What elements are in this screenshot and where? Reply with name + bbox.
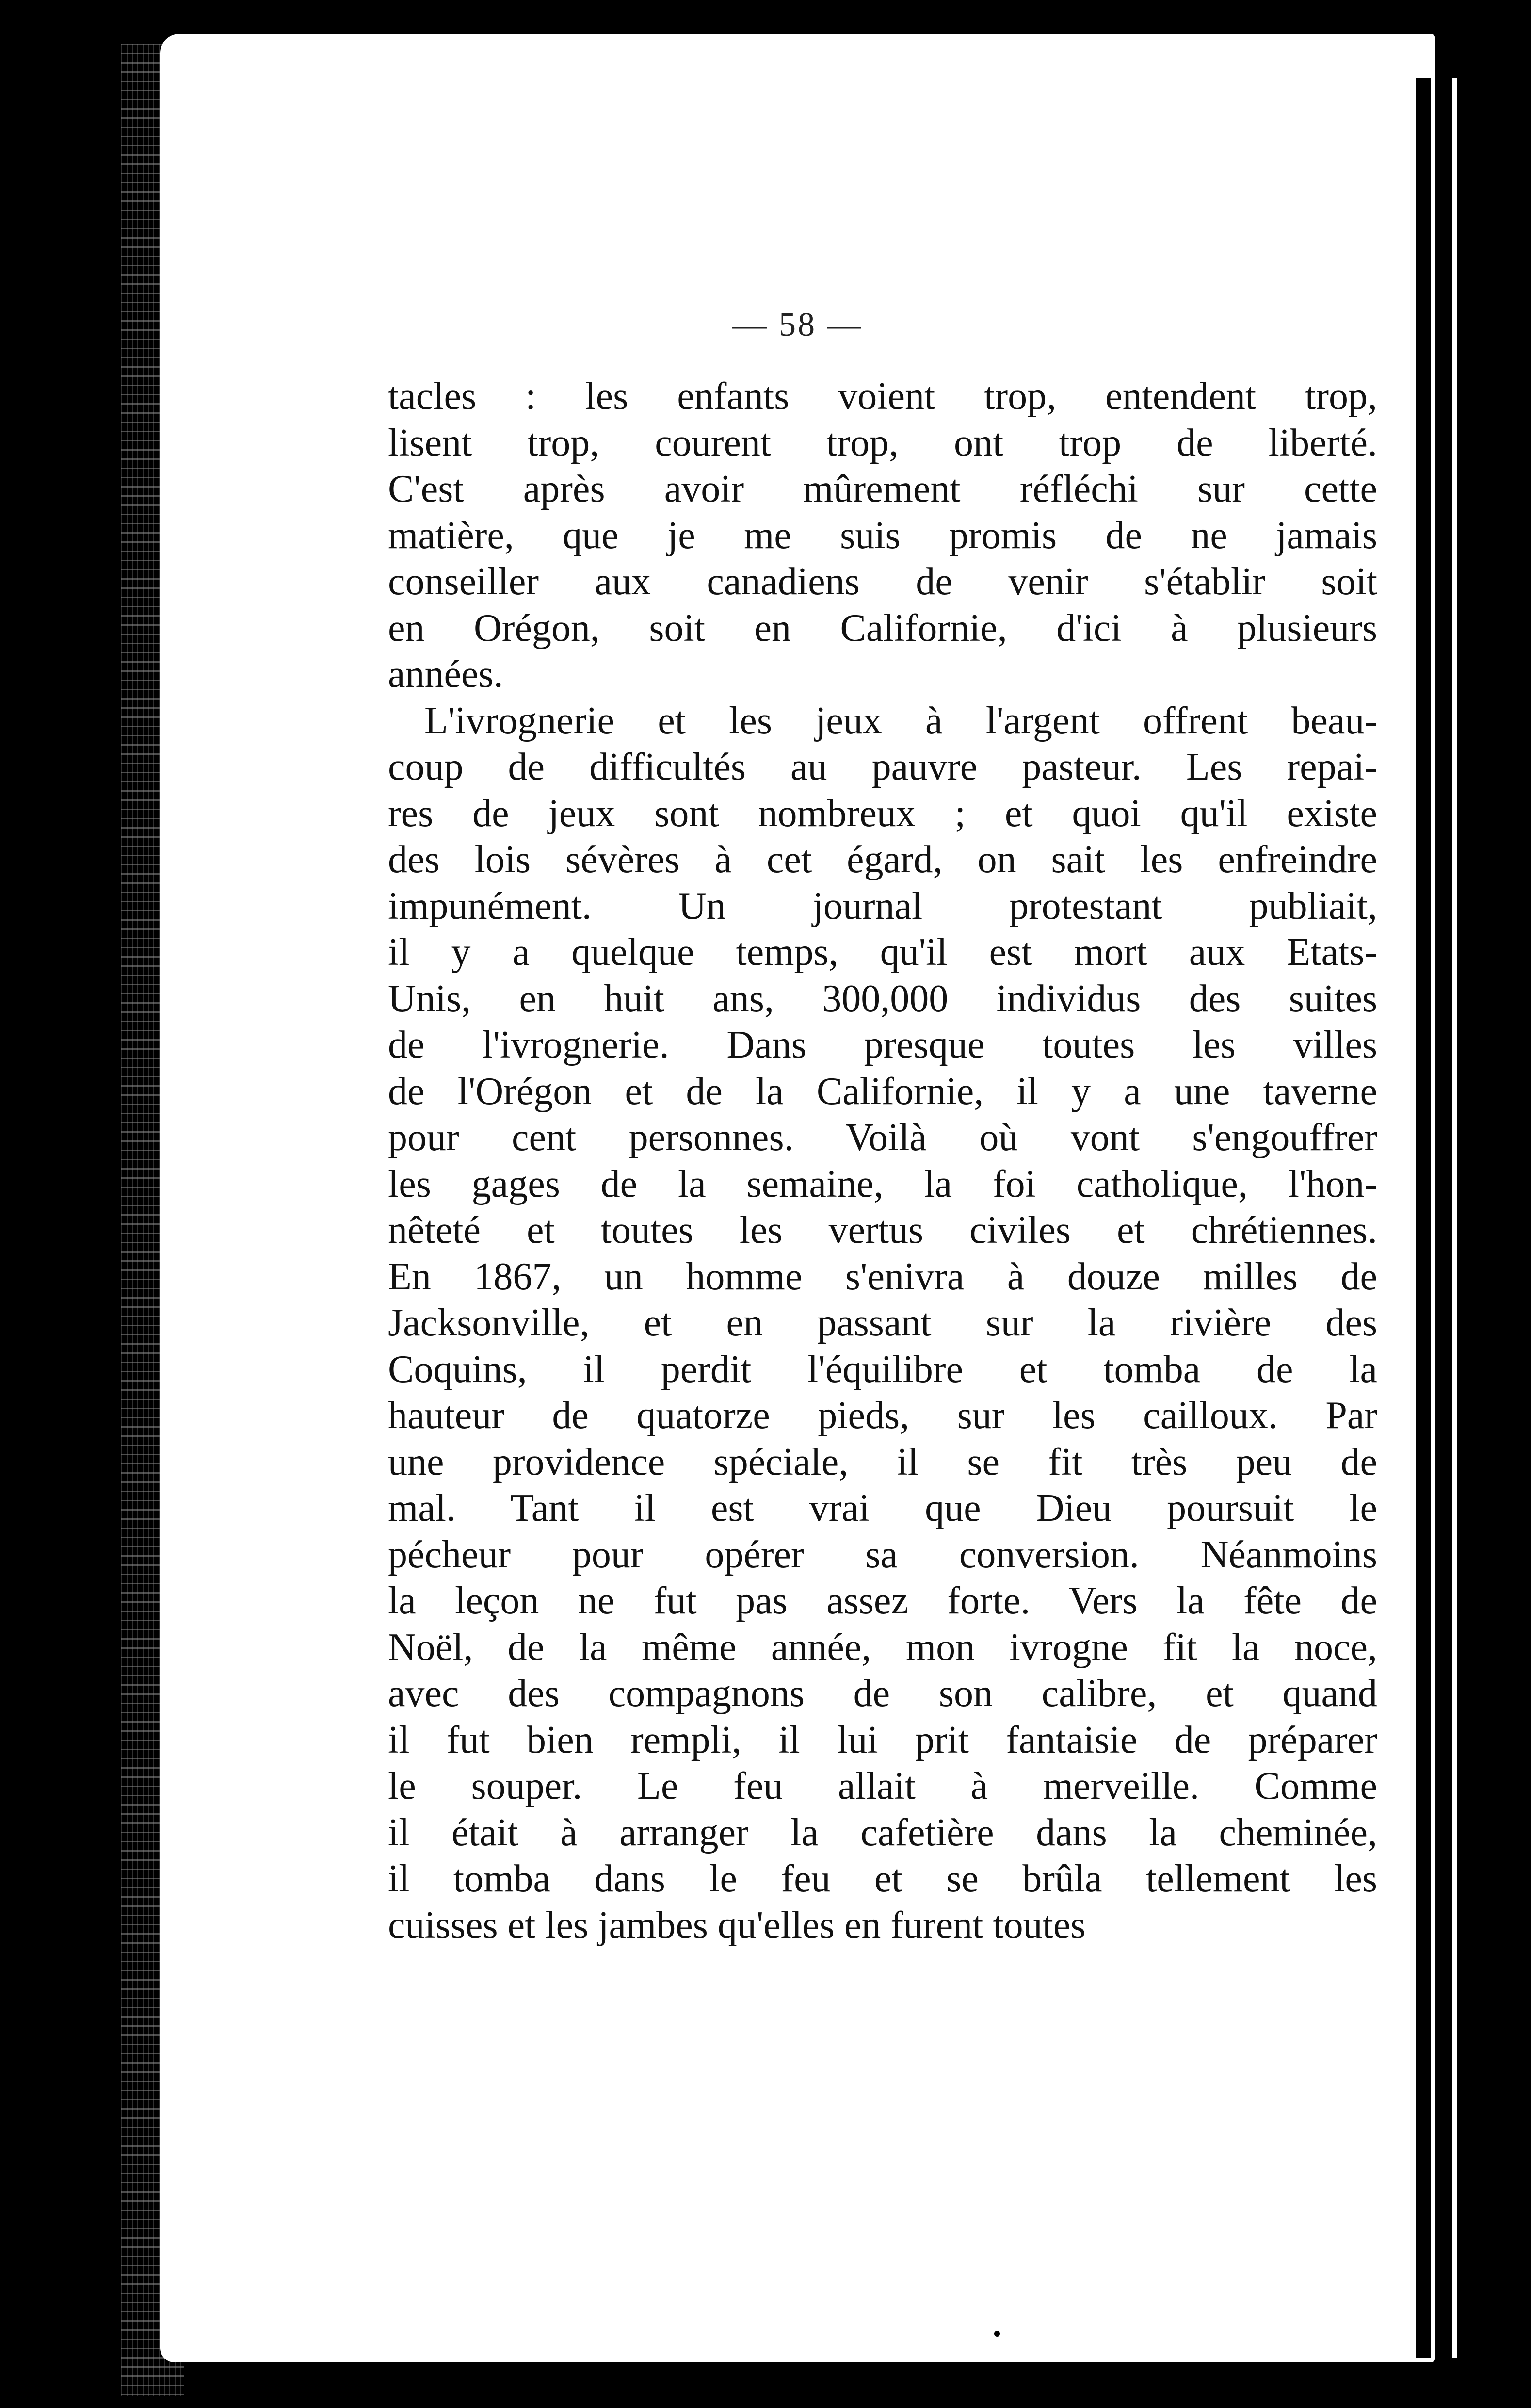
text-line: avec des compagnons de son calibre, et quand <box>388 1672 1377 1715</box>
text-line: il fut bien rempli, il lui prit fantaisie de préparer <box>388 1718 1377 1761</box>
edge-stripe <box>1431 78 1435 2358</box>
text-line: impunément. Un journal protestant publiait, <box>388 884 1377 927</box>
text-line: Unis, en huit ans, 300,000 individus des suites <box>388 977 1377 1020</box>
text-line: nêteté et toutes les vertus civiles et chrétiennes. <box>388 1209 1377 1252</box>
text-line: Jacksonville, et en passant sur la rivière des <box>388 1302 1377 1344</box>
paragraph <box>388 374 1377 698</box>
text-line: Noël, de la même année, mon ivrogne fit la noce, <box>388 1626 1377 1669</box>
text-line: conseiller aux canadiens de venir s'établir soit <box>388 560 1377 603</box>
scan-speck <box>994 2331 1000 2337</box>
scan-speck <box>519 2375 526 2381</box>
text-line: pécheur pour opérer sa conversion. Néanmoins <box>388 1533 1377 1576</box>
page-number: — 58 — <box>732 306 863 343</box>
text-line: cuisses et les jambes qu'elles en furent toutes <box>388 1904 1086 1947</box>
text-line: de l'ivrognerie. Dans presque toutes les villes <box>388 1024 1377 1066</box>
text-line: res de jeux sont nombreux ; et quoi qu'il existe <box>388 792 1377 835</box>
edge-stripe <box>1452 78 1457 2358</box>
text-line: C'est après avoir mûrement réfléchi sur cette <box>388 468 1377 510</box>
text-line: il y a quelque temps, qu'il est mort aux Etats- <box>388 931 1377 974</box>
text-line: années. <box>388 653 503 696</box>
text-line: des lois sévères à cet égard, on sait les enfreindre <box>388 838 1377 881</box>
paragraph <box>388 698 1377 1949</box>
text-line: il tomba dans le feu et se brûla tellement les <box>388 1857 1377 1900</box>
page-edge-band <box>1416 78 1479 2358</box>
text-line: matière, que je me suis promis de ne jamais <box>388 514 1377 557</box>
text-line: pour cent personnes. Voilà où vont s'engouffrer <box>388 1116 1377 1159</box>
text-line: en Orégon, soit en Californie, d'ici à plusieurs <box>388 606 1377 650</box>
text-line: L'ivrognerie et les jeux à l'argent offrent beau- <box>424 699 1377 742</box>
text-line: le souper. Le feu allait à merveille. Comme <box>388 1765 1377 1807</box>
text-line: de l'Orégon et de la Californie, il y a une taverne <box>388 1070 1377 1113</box>
text-line: hauteur de quatorze pieds, sur les cailloux. Par <box>388 1394 1377 1437</box>
text-line: Coquins, il perdit l'équilibre et tomba de la <box>388 1348 1377 1391</box>
text-line: coup de difficultés au pauvre pasteur. Les repai- <box>388 746 1377 788</box>
text-line: une providence spéciale, il se fit très peu de <box>388 1440 1377 1483</box>
text-line: tacles : les enfants voient trop, entendent trop, <box>388 375 1377 418</box>
body-text <box>388 374 1377 1949</box>
text-line: lisent trop, courent trop, ont trop de liberté. <box>388 421 1377 464</box>
text-line: mal. Tant il est vrai que Dieu poursuit le <box>388 1487 1377 1529</box>
text-line: les gages de la semaine, la foi catholique, l'hon- <box>388 1162 1377 1205</box>
text-line: il était à arranger la cafetière dans la cheminée, <box>388 1811 1377 1854</box>
text-line: la leçon ne fut pas assez forte. Vers la fête de <box>388 1579 1377 1622</box>
text-line: En 1867, un homme s'enivra à douze milles de <box>388 1255 1377 1298</box>
